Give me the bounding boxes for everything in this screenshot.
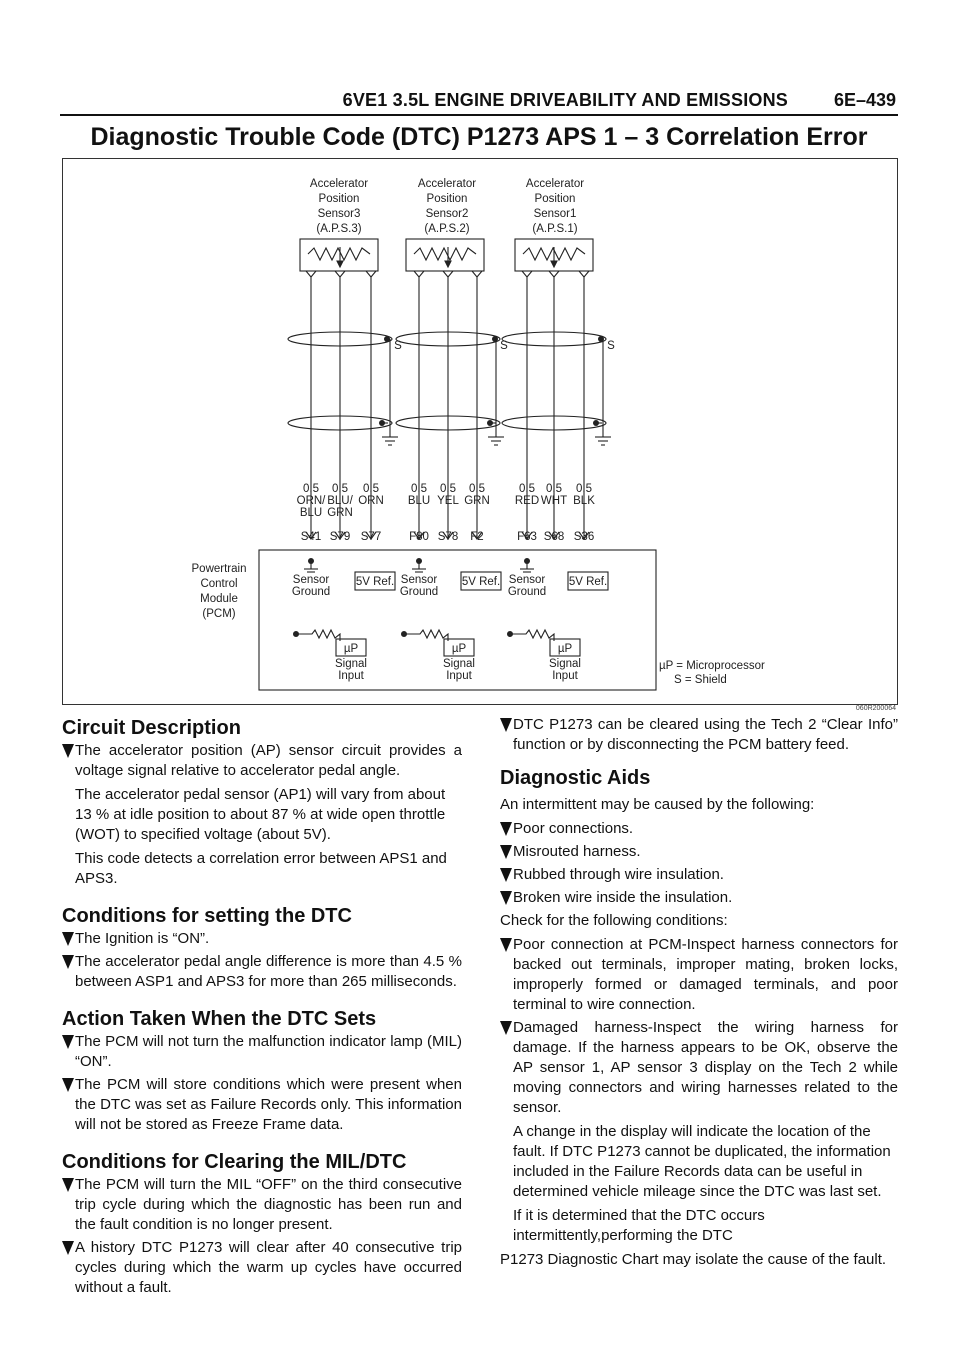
signal-input-label: Signal (335, 658, 367, 670)
wire-color-label: RED (514, 495, 540, 507)
bullet-triangle-icon (500, 938, 512, 952)
list-item (500, 1018, 898, 1118)
list-item (62, 1238, 462, 1298)
sensor-ground-label: Sensor (508, 574, 546, 586)
signal-resistor (296, 630, 340, 641)
connector-symbol (579, 271, 589, 277)
list-item (62, 1175, 462, 1235)
bullet-text: The PCM will not turn the malfunction indicator lamp (MIL) “ON”. (75, 1033, 462, 1070)
sensor-label: (A.P.S.2) (424, 223, 470, 235)
terminal-label: S77 (360, 531, 382, 543)
pcm-label: Module (200, 593, 238, 605)
list-item (62, 741, 462, 781)
sensor-label: Sensor1 (533, 208, 577, 220)
signal-input-label: Input (338, 670, 364, 682)
bullet-text: The accelerator position (AP) sensor circuit provides a voltage signal relative to accelerator pedal angle. (75, 742, 462, 779)
wire-size-label: 0.5 (363, 483, 379, 495)
resistor-symbol (414, 248, 476, 260)
bullet-text: The Ignition is “ON”. (75, 930, 210, 947)
pcm-label: Control (200, 578, 238, 590)
conditions-clearing-heading: Conditions for Clearing the MIL/DTC (62, 1151, 407, 1173)
page-number: 6E–439 (833, 90, 896, 110)
bullet-triangle-icon (62, 1178, 74, 1192)
bullet-triangle-icon (62, 955, 74, 969)
wire-size-label: 0.5 (303, 483, 319, 495)
terminal-label: S41 (300, 531, 322, 543)
bullet-triangle-icon (500, 1021, 512, 1035)
wire-color-label: BLU (407, 495, 431, 507)
wire-color-label: BLU (299, 507, 323, 519)
sensor-ground-label: Ground (291, 586, 331, 598)
legend-shield: S = Shield (674, 674, 727, 686)
bullet-triangle-icon (500, 891, 512, 905)
shield-label: S (394, 340, 402, 352)
sensor-ground-label: Ground (399, 586, 439, 598)
sensor-ground-label: Sensor (292, 574, 330, 586)
section-title: 6VE1 3.5L ENGINE DRIVEABILITY AND EMISSIONS (342, 90, 788, 110)
sensor-label: Sensor2 (425, 208, 469, 220)
bullet-text: Poor connections. (513, 820, 634, 837)
list-item (500, 888, 898, 908)
diagnostic-aids-heading: Diagnostic Aids (500, 767, 651, 789)
wiper-arrow-icon (337, 261, 343, 267)
micro-label: µP (557, 643, 573, 655)
list-item (62, 929, 462, 949)
wire-size-label: 0.5 (440, 483, 456, 495)
bullet-text: Rubbed through wire insulation. (513, 866, 724, 883)
signal-input-label: Signal (443, 658, 475, 670)
wire-size-label: 0.5 (546, 483, 562, 495)
bullet-text: The PCM will store conditions which were present when the DTC was set as Failure Records only. This information will not be stored as Freeze Frame data. (75, 1076, 462, 1133)
bullet-text: Poor connection at PCM-Inspect harness connectors for backed out terminals, improper mating, broken locks, improperly formed or damaged terminals, and poor terminal to wire connection. (513, 936, 898, 1013)
wire-color-label: BLK (573, 495, 595, 507)
page-title: Diagnostic Trouble Code (DTC) P1273 APS 1 – 3 Correlation Error (90, 123, 868, 151)
bullet-triangle-icon (500, 718, 512, 732)
sensor-label: Accelerator (309, 178, 369, 190)
wiper-arrow-icon (551, 261, 557, 267)
terminal-label: S79 (329, 531, 351, 543)
wire-color-label: WHT (540, 495, 568, 507)
signal-resistor (510, 630, 554, 641)
terminal-label: F2 (470, 531, 484, 543)
wire-size-label: 0.5 (332, 483, 348, 495)
bullet-text: Damaged harness-Inspect the wiring harness for damage. If the harness appears to be OK, observe the AP sensor 1, AP sensor 3 display on the Tech 2 while moving connectors and wiring harnesses related to the sensor. (513, 1019, 898, 1116)
paragraph: A change in the display will indicate the location of the fault. If DTC P1273 cannot be duplicated, the information included in the Failure Records data can be useful in determined vehicle mileage since the DTC was last set. (513, 1123, 891, 1200)
bullet-text: The PCM will turn the MIL “OFF” on the third consecutive trip cycle during which the diagnostic has been run and the fault condition is no longer present. (75, 1176, 462, 1233)
resistor-symbol (308, 248, 370, 260)
bullet-text: Misrouted harness. (513, 843, 641, 860)
wire-color-label: BLU/ (327, 495, 353, 507)
bullet-text: The accelerator pedal angle difference is more than 4.5 % between ASP1 and APS3 for more than 265 milliseconds. (75, 953, 462, 990)
connector-symbol (549, 271, 559, 277)
circuit-description-heading: Circuit Description (62, 717, 241, 739)
signal-input-label: Input (552, 670, 578, 682)
list-item (500, 842, 898, 862)
bullet-triangle-icon (62, 1078, 74, 1092)
wire-size-label: 0.5 (519, 483, 535, 495)
sensor-label: Accelerator (417, 178, 477, 190)
bullet-triangle-icon (500, 822, 512, 836)
micro-label: µP (343, 643, 359, 655)
sensor-label: Position (318, 193, 360, 205)
list-item (62, 1032, 462, 1072)
list-item (62, 952, 462, 992)
paragraph: If it is determined that the DTC occurs intermittently,performing the DTC (513, 1207, 765, 1244)
paragraph: Check for the following conditions: (500, 912, 728, 929)
bullet-triangle-icon (500, 868, 512, 882)
signal-input-label: Input (446, 670, 472, 682)
list-item (500, 715, 898, 755)
ref-label: 5V Ref. (568, 576, 608, 588)
terminal-label: S36 (573, 531, 595, 543)
sensor-ground-label: Ground (507, 586, 547, 598)
bullet-triangle-icon (62, 1241, 74, 1255)
connector-symbol (335, 271, 345, 277)
pcm-label: Powertrain (191, 563, 247, 575)
list-item (500, 935, 898, 1015)
sensor-label: Accelerator (525, 178, 585, 190)
wire-size-label: 0.5 (469, 483, 485, 495)
ref-label: 5V Ref. (461, 576, 501, 588)
micro-label: µP (451, 643, 467, 655)
bullet-text: A history DTC P1273 will clear after 40 consecutive trip cycles during which the warm up cycles have occurred without a fault. (75, 1239, 462, 1296)
header-rule (60, 114, 898, 116)
terminal-label: S68 (543, 531, 565, 543)
sensor-box (406, 239, 484, 271)
shield-label: S (607, 340, 615, 352)
signal-input-label: Signal (549, 658, 581, 670)
sensor-ground-label: Sensor (400, 574, 438, 586)
list-item (500, 865, 898, 885)
connector-symbol (472, 271, 482, 277)
terminal-label: F63 (517, 531, 537, 543)
wire-size-label: 0.5 (576, 483, 592, 495)
legend-micro: µP = Microprocessor (659, 660, 765, 672)
wiring-diagram-svg (63, 159, 897, 704)
paragraph: The accelerator pedal sensor (AP1) will vary from about 13 % at idle position to about 87 % at wide open throttle (WOT) to specified voltage (about 5V). (75, 786, 446, 843)
paragraph: An intermittent may be caused by the following: (500, 796, 815, 813)
wire-color-label: GRN (327, 507, 353, 519)
connector-symbol (522, 271, 532, 277)
ref-label: 5V Ref. (355, 576, 395, 588)
sensor-label: (A.P.S.1) (532, 223, 578, 235)
wiring-diagram (62, 158, 898, 705)
bullet-text: DTC P1273 can be cleared using the Tech 2 “Clear Info” function or by disconnecting the PCM battery feed. (513, 716, 898, 753)
left-column (62, 715, 462, 1301)
wire-color-label: GRN (464, 495, 490, 507)
sensor-label: Sensor3 (317, 208, 361, 220)
sensor-label: (A.P.S.3) (316, 223, 362, 235)
connector-symbol (414, 271, 424, 277)
pcm-label: (PCM) (202, 608, 236, 620)
connector-symbol (366, 271, 376, 277)
conditions-setting-heading: Conditions for setting the DTC (62, 905, 352, 927)
wiper-arrow-icon (445, 261, 451, 267)
bullet-triangle-icon (62, 744, 74, 758)
paragraph: This code detects a correlation error between APS1 and APS3. (75, 850, 447, 887)
sensor-label: Position (426, 193, 468, 205)
bullet-triangle-icon (500, 845, 512, 859)
bullet-triangle-icon (62, 932, 74, 946)
connector-symbol (443, 271, 453, 277)
page-header (60, 88, 898, 114)
bullet-triangle-icon (62, 1035, 74, 1049)
wire-size-label: 0.5 (411, 483, 427, 495)
shield-label: S (500, 340, 508, 352)
terminal-label: F80 (409, 531, 429, 543)
sensor-label: Position (534, 193, 576, 205)
wire-color-label: ORN/ (296, 495, 326, 507)
paragraph: P1273 Diagnostic Chart may isolate the cause of the fault. (500, 1251, 887, 1268)
signal-resistor (404, 630, 448, 641)
wire-color-label: YEL (437, 495, 459, 507)
terminal-label: S78 (437, 531, 459, 543)
list-item (500, 819, 898, 839)
list-item (62, 1075, 462, 1135)
wire-color-label: ORN (358, 495, 384, 507)
bullet-text: Broken wire inside the insulation. (513, 889, 733, 906)
connector-symbol (306, 271, 316, 277)
figure-code: 060R200064 (855, 705, 896, 712)
right-column (500, 715, 898, 1274)
action-taken-heading: Action Taken When the DTC Sets (62, 1008, 377, 1030)
